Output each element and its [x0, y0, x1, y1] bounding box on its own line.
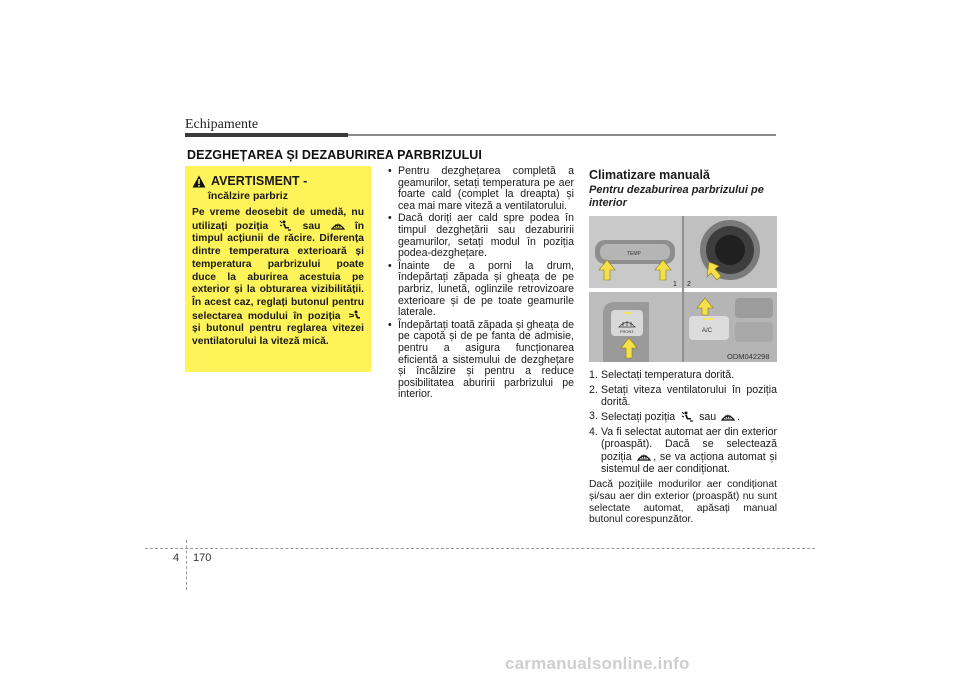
floor-defrost-mode-icon: [278, 220, 292, 231]
step-text: Selectați temperatura dorită.: [601, 369, 735, 381]
footer-page-number: 170: [193, 552, 212, 564]
floor-defrost-mode-icon: [680, 411, 694, 422]
bullet-item: • Îndepărtați toată zăpada și gheața de pe capotă și de pe fanta de admisie, pentru a asigura funcționarea eficientă a sistemului de dezghețare și încălzire și pentru a reduce posibilitatea aburirii parbrizului pe interior.: [386, 320, 574, 401]
warning-box: [185, 166, 371, 372]
step-text: Selectați poziția: [601, 411, 676, 424]
photo-callout-2: 2: [687, 281, 691, 288]
manual-subtitle: Pentru dezaburirea parbrizului pe interior: [589, 184, 764, 209]
photo-recirc-button: [735, 322, 773, 342]
footer-rule: [145, 548, 815, 549]
step-number: 1.: [589, 369, 598, 381]
photo-rear-defrost-button: [735, 298, 773, 318]
manual-note: Dacă pozițiile modurilor aer condiționat și/sau aer din exterior (proaspăt) nu sunt selectate automat, apăsați manual butonul corespunzător.: [589, 479, 777, 526]
warning-head: [192, 174, 364, 188]
warning-text-2: în timpul acțiunii de răcire. Diferența dintre temperatura exterioară și temperatura parbrizului poate duce la aburirea acestuia pe exterior și la obturarea vizibilității. În acest caz, reglați butonul pentru selectarea modului în poziția: [192, 220, 364, 322]
defrost-icon: [721, 411, 735, 422]
warning-body: [192, 207, 364, 349]
bullet-item: • Înainte de a porni la drum, îndepărtați zăpada și gheața de pe parbriz, lunetă, oglinzile retrovizoare exterioare și de pe toate geamurile laterale.: [386, 261, 574, 319]
step-text-or: sau: [699, 411, 717, 424]
bullet-item: • Dacă doriți aer cald spre podea în timpul dezghețării sau dezaburirii geamurilor, setați modul în poziția podea-dezghețare.: [386, 213, 574, 259]
steps-column: [589, 370, 777, 526]
footer-chapter-number: 4: [173, 552, 180, 564]
chapter-header: Echipamente: [185, 117, 259, 132]
photo-ac-label: A/C: [702, 328, 713, 334]
warning-text-1: Pe vreme deosebit de umedă, nu utilizați poziția: [192, 207, 364, 232]
photo-temp-label: TEMP: [627, 251, 641, 257]
warning-subtitle: încălzire parbriz: [208, 190, 288, 202]
bullet-item: • Pentru dezghețarea completă a geamurilor, setați temperatura pe aer foarte cald (complet la dreapta) și cea mai mare viteză a ventilatorului.: [386, 166, 574, 212]
photo-front-indicator: [623, 312, 631, 314]
step-text-end: , se va acționa automat și sistemul de aer condiționat.: [601, 450, 777, 475]
step-text: Va fi selectat automat aer din exterior (proaspăt). Dacă se selectează poziția: [601, 426, 777, 463]
step-number: 2.: [589, 383, 598, 396]
step-item: [589, 385, 777, 409]
warning-text-or: sau: [302, 220, 321, 232]
warning-title: AVERTISMENT -: [211, 174, 308, 188]
photo-caption: ODM042298: [727, 352, 770, 361]
section-title: DEZGHEȚAREA ȘI DEZABURIREA PARBRIZULUI: [187, 148, 483, 162]
header-rule-dark: [185, 133, 348, 137]
face-mode-icon: [348, 310, 362, 321]
photo-front-label: FRONT: [620, 329, 634, 334]
watermark: carmanualsonline.info: [505, 654, 690, 673]
step-text-end: .: [737, 411, 741, 424]
control-panel-photo: [589, 216, 777, 362]
defrost-icon: [637, 451, 651, 462]
step-number: 4.: [589, 426, 598, 439]
manual-title: Climatizare manuală: [589, 168, 710, 182]
photo-fan-knob-face: [715, 235, 745, 265]
step-number: 3.: [589, 410, 598, 423]
step-item: [589, 411, 777, 424]
bullet-column: [386, 166, 574, 402]
photo-ac-indicator: [703, 318, 713, 320]
footer-divider: [186, 540, 187, 590]
step-item: [589, 427, 777, 475]
defrost-icon: [331, 220, 345, 231]
warning-text-3: și butonul pentru reglarea vitezei ventilatorului la viteză mică.: [192, 323, 364, 348]
warning-triangle-icon: [192, 175, 206, 188]
step-text: Setați viteza ventilatorului în poziția dorită.: [601, 383, 777, 408]
header-rule-light: [348, 134, 776, 136]
step-item: [589, 370, 777, 382]
photo-callout-1: 1: [673, 281, 677, 288]
